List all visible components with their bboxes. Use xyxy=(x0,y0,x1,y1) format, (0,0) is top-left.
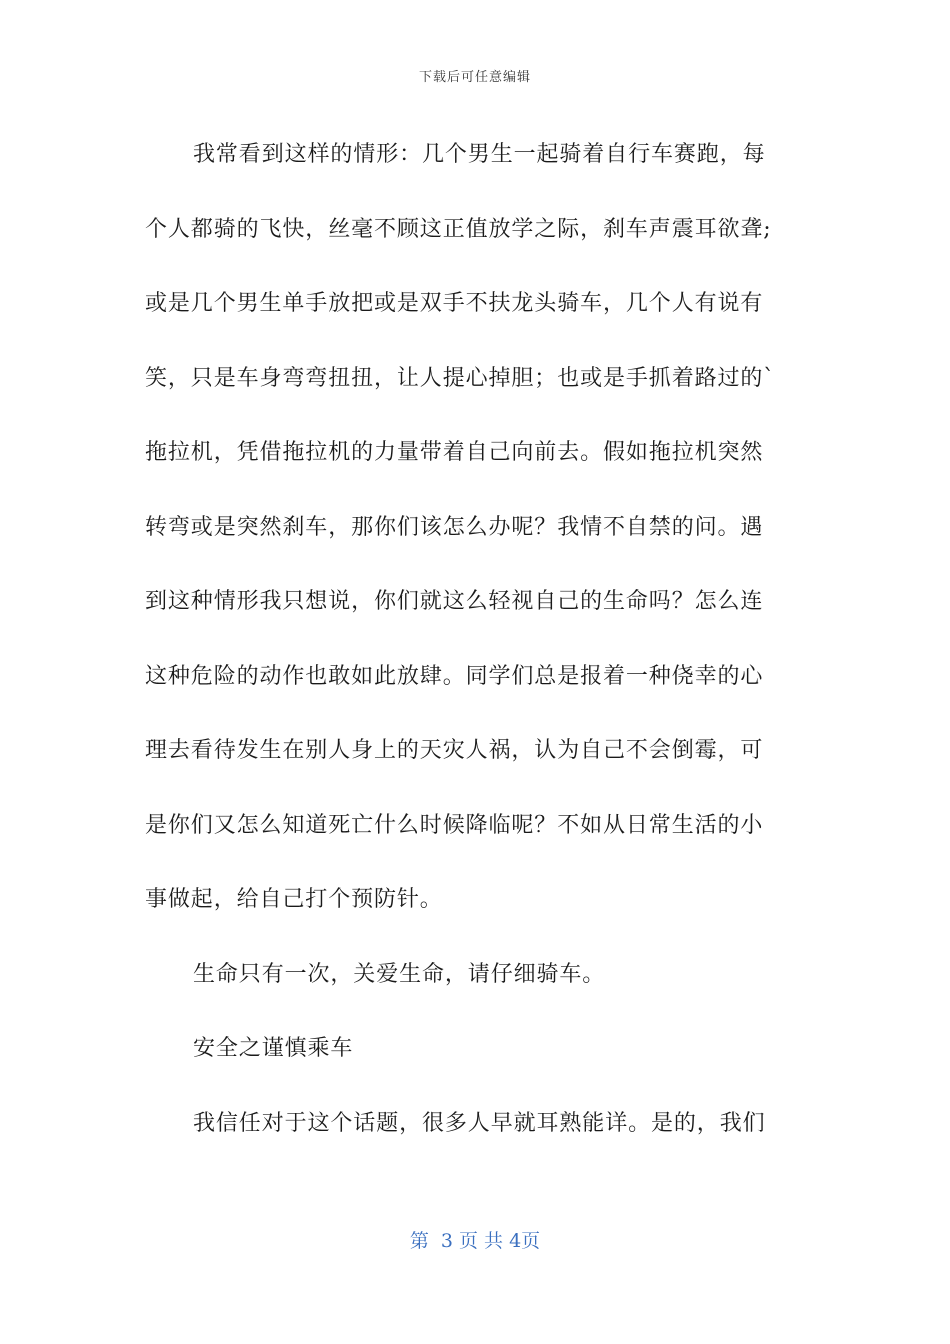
page-header: 下载后可任意编辑 xyxy=(418,70,531,85)
paragraph-line: 事做起，给自己打个预防针。 xyxy=(145,887,443,912)
paragraph-line: 是你们又怎么知道死亡什么时候降临呢？不如从日常生活的小 xyxy=(145,812,764,838)
paragraph-line: 或是几个男生单手放把或是双手不扶龙头骑车，几个人有说有 xyxy=(145,291,764,316)
paragraph-line: 我信任对于这个话题，很多人早就耳熟能详。是的，我们 xyxy=(193,1110,766,1136)
paragraph-line: 拖拉机，凭借拖拉机的力量带着自己向前去。假如拖拉机突然 xyxy=(145,440,764,465)
paragraph-line: 我常看到这样的情形：几个男生一起骑着自行车赛跑，每 xyxy=(193,142,766,167)
section-heading: 安全之谨慎乘车 xyxy=(193,1036,354,1061)
paragraph-line: 到这种情形我只想说，你们就这么轻视自己的生命吗？怎么连 xyxy=(145,589,764,614)
document-body xyxy=(145,118,805,1161)
page-number: 第 3 页 共 4页 xyxy=(409,1230,541,1252)
paragraph-line: 生命只有一次，关爱生命，请仔细骑车。 xyxy=(193,961,606,987)
paragraph-line: 笑，只是车身弯弯扭扭，让人提心掉胆；也或是手抓着路过的` xyxy=(145,365,776,391)
paragraph-line: 转弯或是突然刹车，那你们该怎么办呢？我情不自禁的问。遇 xyxy=(145,514,764,540)
paragraph-line: 理去看待发生在别人身上的天灾人祸，认为自己不会倒霉，可 xyxy=(145,738,764,763)
paragraph-line: 这种危险的动作也敢如此放肆。同学们总是报着一种侥幸的心 xyxy=(145,663,764,689)
paragraph-line: 个人都骑的飞快，丝毫不顾这正值放学之际，刹车声震耳欲聋; xyxy=(145,216,772,242)
